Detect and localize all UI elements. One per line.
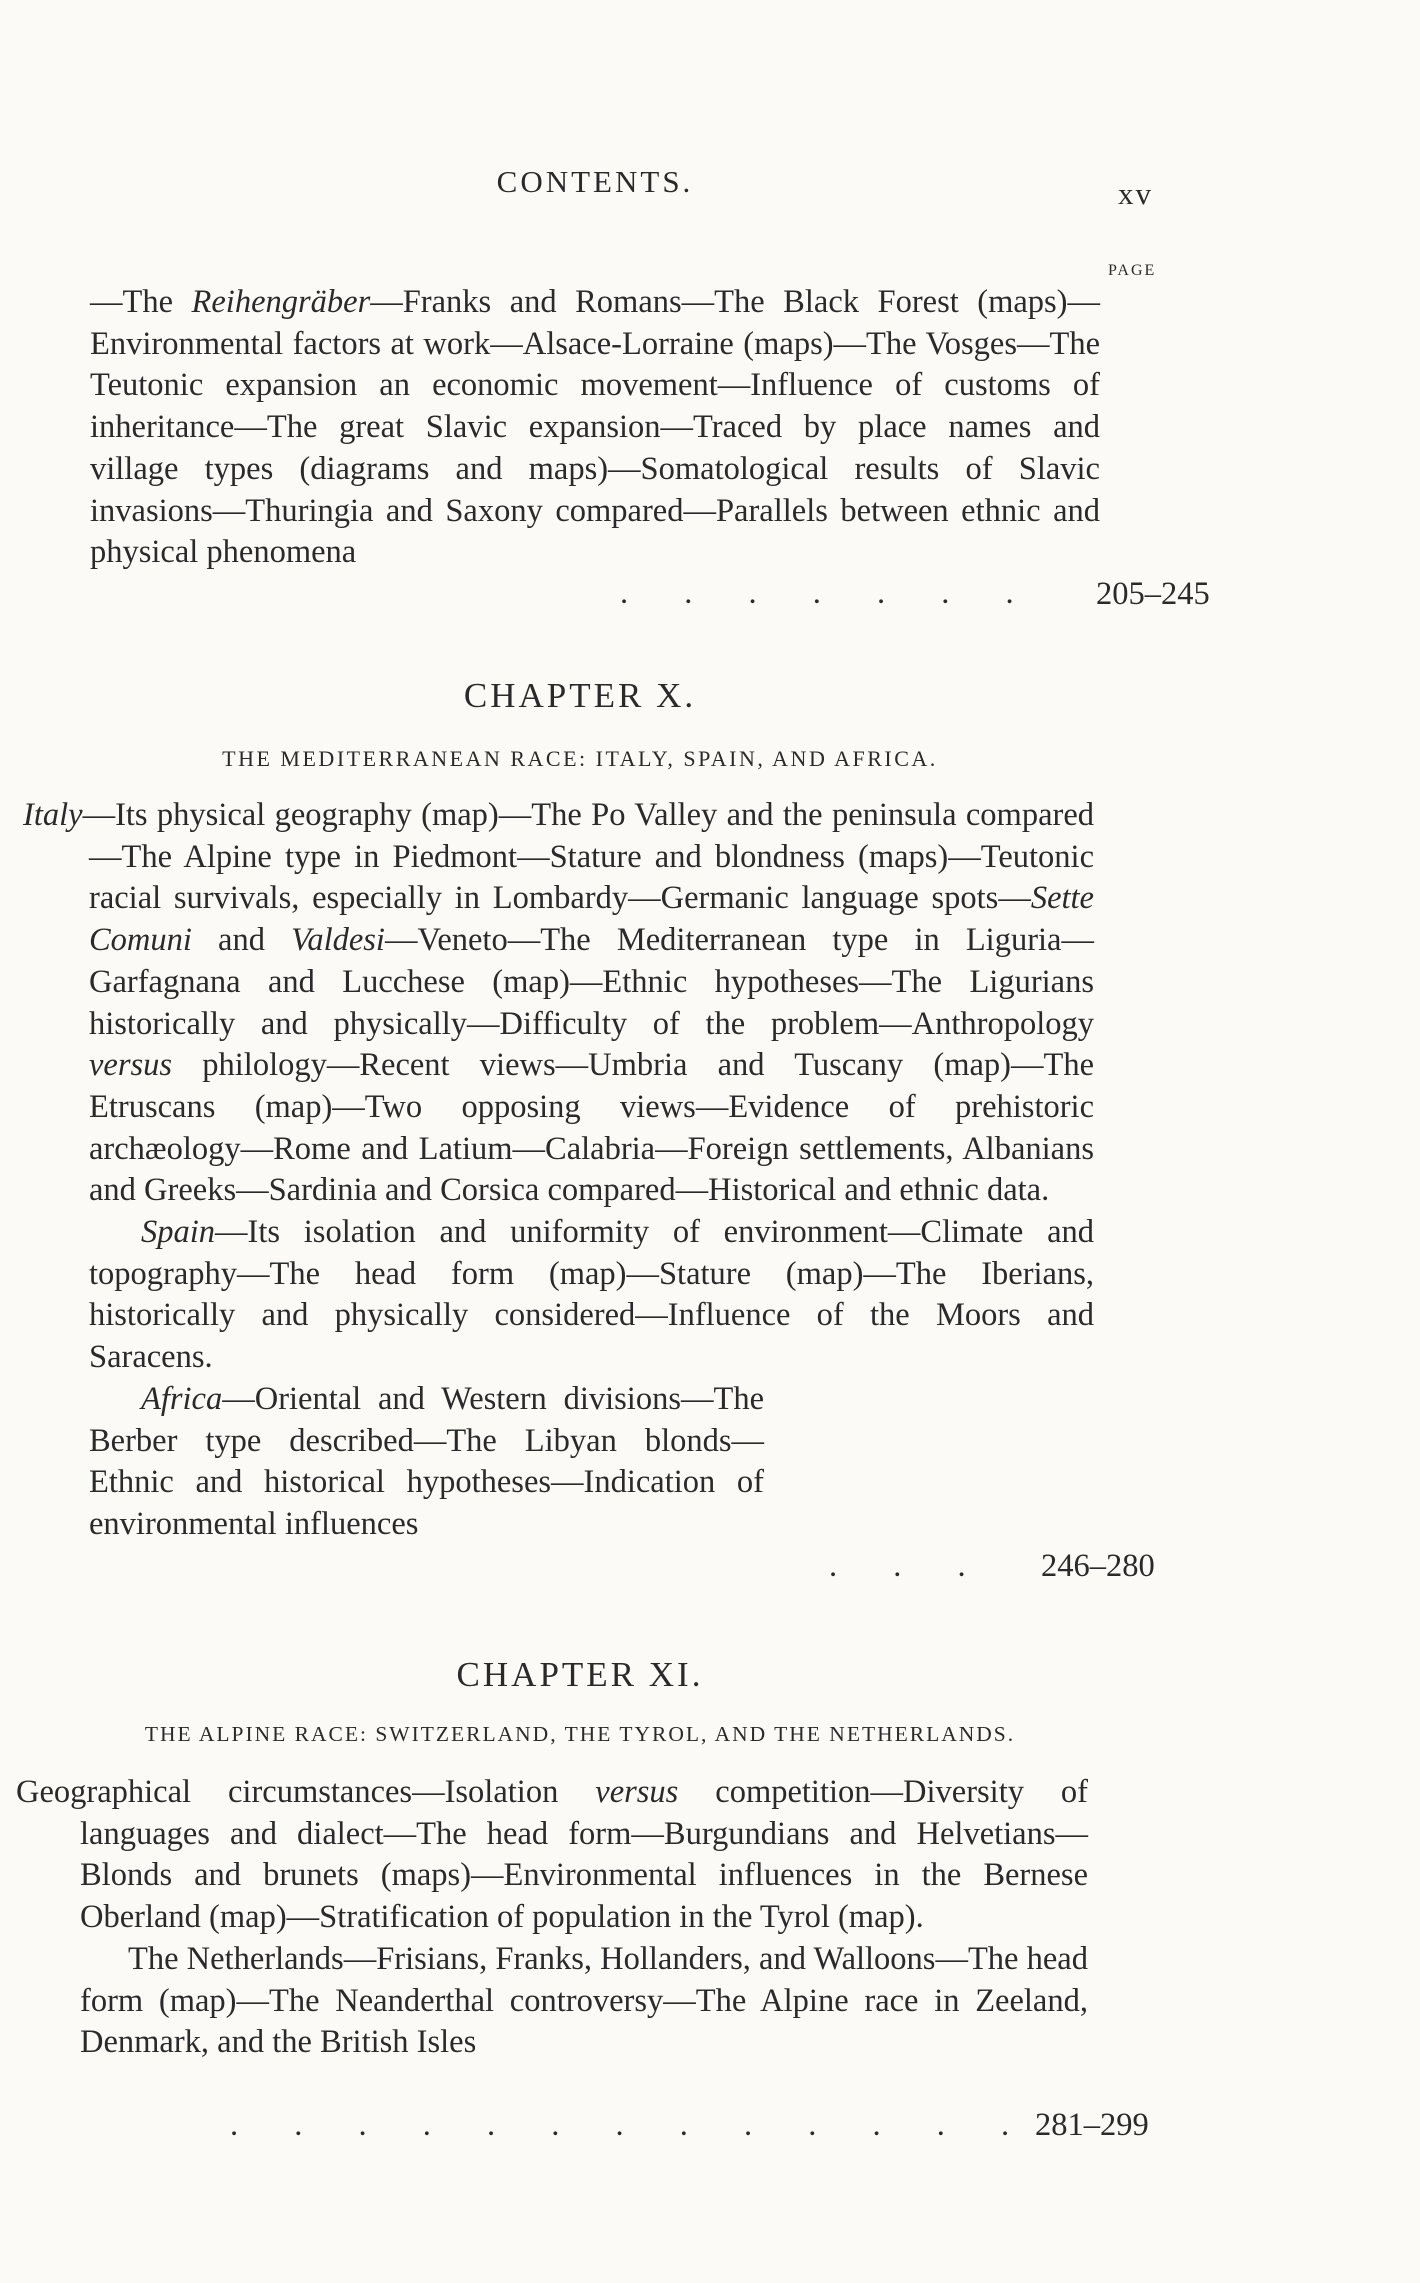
italy-label: Italy xyxy=(23,797,83,833)
chapter-x-subtitle: THE MEDITERRANEAN RACE: ITALY, SPAIN, AND AFRICA. xyxy=(222,746,938,771)
entry-text: —Oriental and Western divisions—The Berber type described—The Libyan blonds—Ethnic and historical hypotheses—Indication of environmental influences xyxy=(89,1380,764,1542)
italy-paragraph xyxy=(23,795,1094,1212)
entry-text: competition—Diversity of languages and dialect—The head form—Burgundians and Helvetians—Blonds and brunets (maps)—Environmental influences in the Bernese Oberland (map)—Stratification of population in the Tyrol (map). xyxy=(80,1774,1089,1936)
chapter-ix-contents xyxy=(90,282,1100,574)
netherlands-paragraph xyxy=(80,1939,1088,2064)
entry-italic: Reihengräber xyxy=(191,284,371,320)
entry-italic: Sette Comuni xyxy=(89,880,1094,959)
africa-label: Africa xyxy=(141,1380,223,1417)
chapter-xi-subtitle: THE ALPINE RACE: SWITZERLAND, THE TYROL, AND THE NETHERLANDS. xyxy=(144,1722,1016,1746)
spain-paragraph xyxy=(89,1212,1094,1379)
leader-dots: . . . . . . . . . . . . . xyxy=(230,2107,1034,2143)
entry-text: —Its isolation and uniformity of environment—Climate and topography—The head form (map)—Stature (map)—The Iberians, historically and physically considered—Influence of the Moors and Saracens. xyxy=(89,1214,1094,1376)
chapter-ix-entry xyxy=(90,282,1210,612)
entry-text: —Its physical geography (map)—The Po Valley and the peninsula compared—The Alpine type in Piedmont—Stature and blondness (maps)—Teutonic racial survivals, especially in Lombardy—Germanic language spots— xyxy=(82,797,1094,917)
entry-italic: versus xyxy=(595,1774,679,1810)
entry-text: —The xyxy=(90,284,192,320)
leader-dots: . . . xyxy=(829,1548,990,1584)
chapter-x-title: CHAPTER X. xyxy=(463,676,697,715)
entry-text: The Netherlands—Frisians, Franks, Hollanders, and Walloons—The head form (map)—The Neanderthal controversy—The Alpine race in Zeeland, Denmark, and the British Isles xyxy=(80,1940,1088,2061)
page-range: 281–299 xyxy=(1035,2107,1149,2143)
chapter-x-entry xyxy=(23,795,1155,1584)
entry-italic: Valdesi xyxy=(291,922,385,959)
entry-text: —Franks and Romans—The Black Forest (maps)—Environmental factors at work—Alsace-Lorraine (maps)—The Vosges—The Teutonic expansion an economic movement—Influence of customs of inheritance—The great Slavic expansion—Traced by place names and village types (diagrams and maps)—Somatological results of Slavic invasions—Thuringia and Saxony compared—Parallels between ethnic and physical phenomena xyxy=(90,284,1100,571)
leader-dots: . . . . . . . xyxy=(620,575,1038,611)
running-head: CONTENTS. xyxy=(496,164,694,199)
switzerland-paragraph xyxy=(16,1772,1089,1939)
entry-text: —Veneto—The Mediterranean type in Liguria—Garfagnana and Lucchese (map)—Ethnic hypotheses—The Ligurians historically and physically—Difficulty of the problem—Anthropology xyxy=(89,922,1094,1042)
chapter-xi-entry xyxy=(16,1772,1149,2143)
entry-text: Geographical circumstances—Isolation xyxy=(16,1774,596,1810)
page-number: xv xyxy=(1118,176,1153,211)
chapter-xi-title: CHAPTER XI. xyxy=(456,1655,704,1694)
entry-text: and xyxy=(191,922,292,959)
entry-text: philology—Recent views—Umbria and Tuscany (map)—The Etruscans (map)—Two opposing views—Evidence of prehistoric archæology—Rome and Latium—Calabria—Foreign settlements, Albanians and Greeks—Sardinia and Corsica compared—Historical and ethnic data. xyxy=(89,1047,1094,1209)
page-range: 246–280 xyxy=(1041,1548,1155,1584)
page-column-label: PAGE xyxy=(1108,262,1157,279)
entry-italic: versus xyxy=(89,1047,173,1084)
page-range: 205–245 xyxy=(1096,576,1210,612)
africa-paragraph xyxy=(89,1379,1094,1546)
spain-label: Spain xyxy=(141,1214,216,1251)
